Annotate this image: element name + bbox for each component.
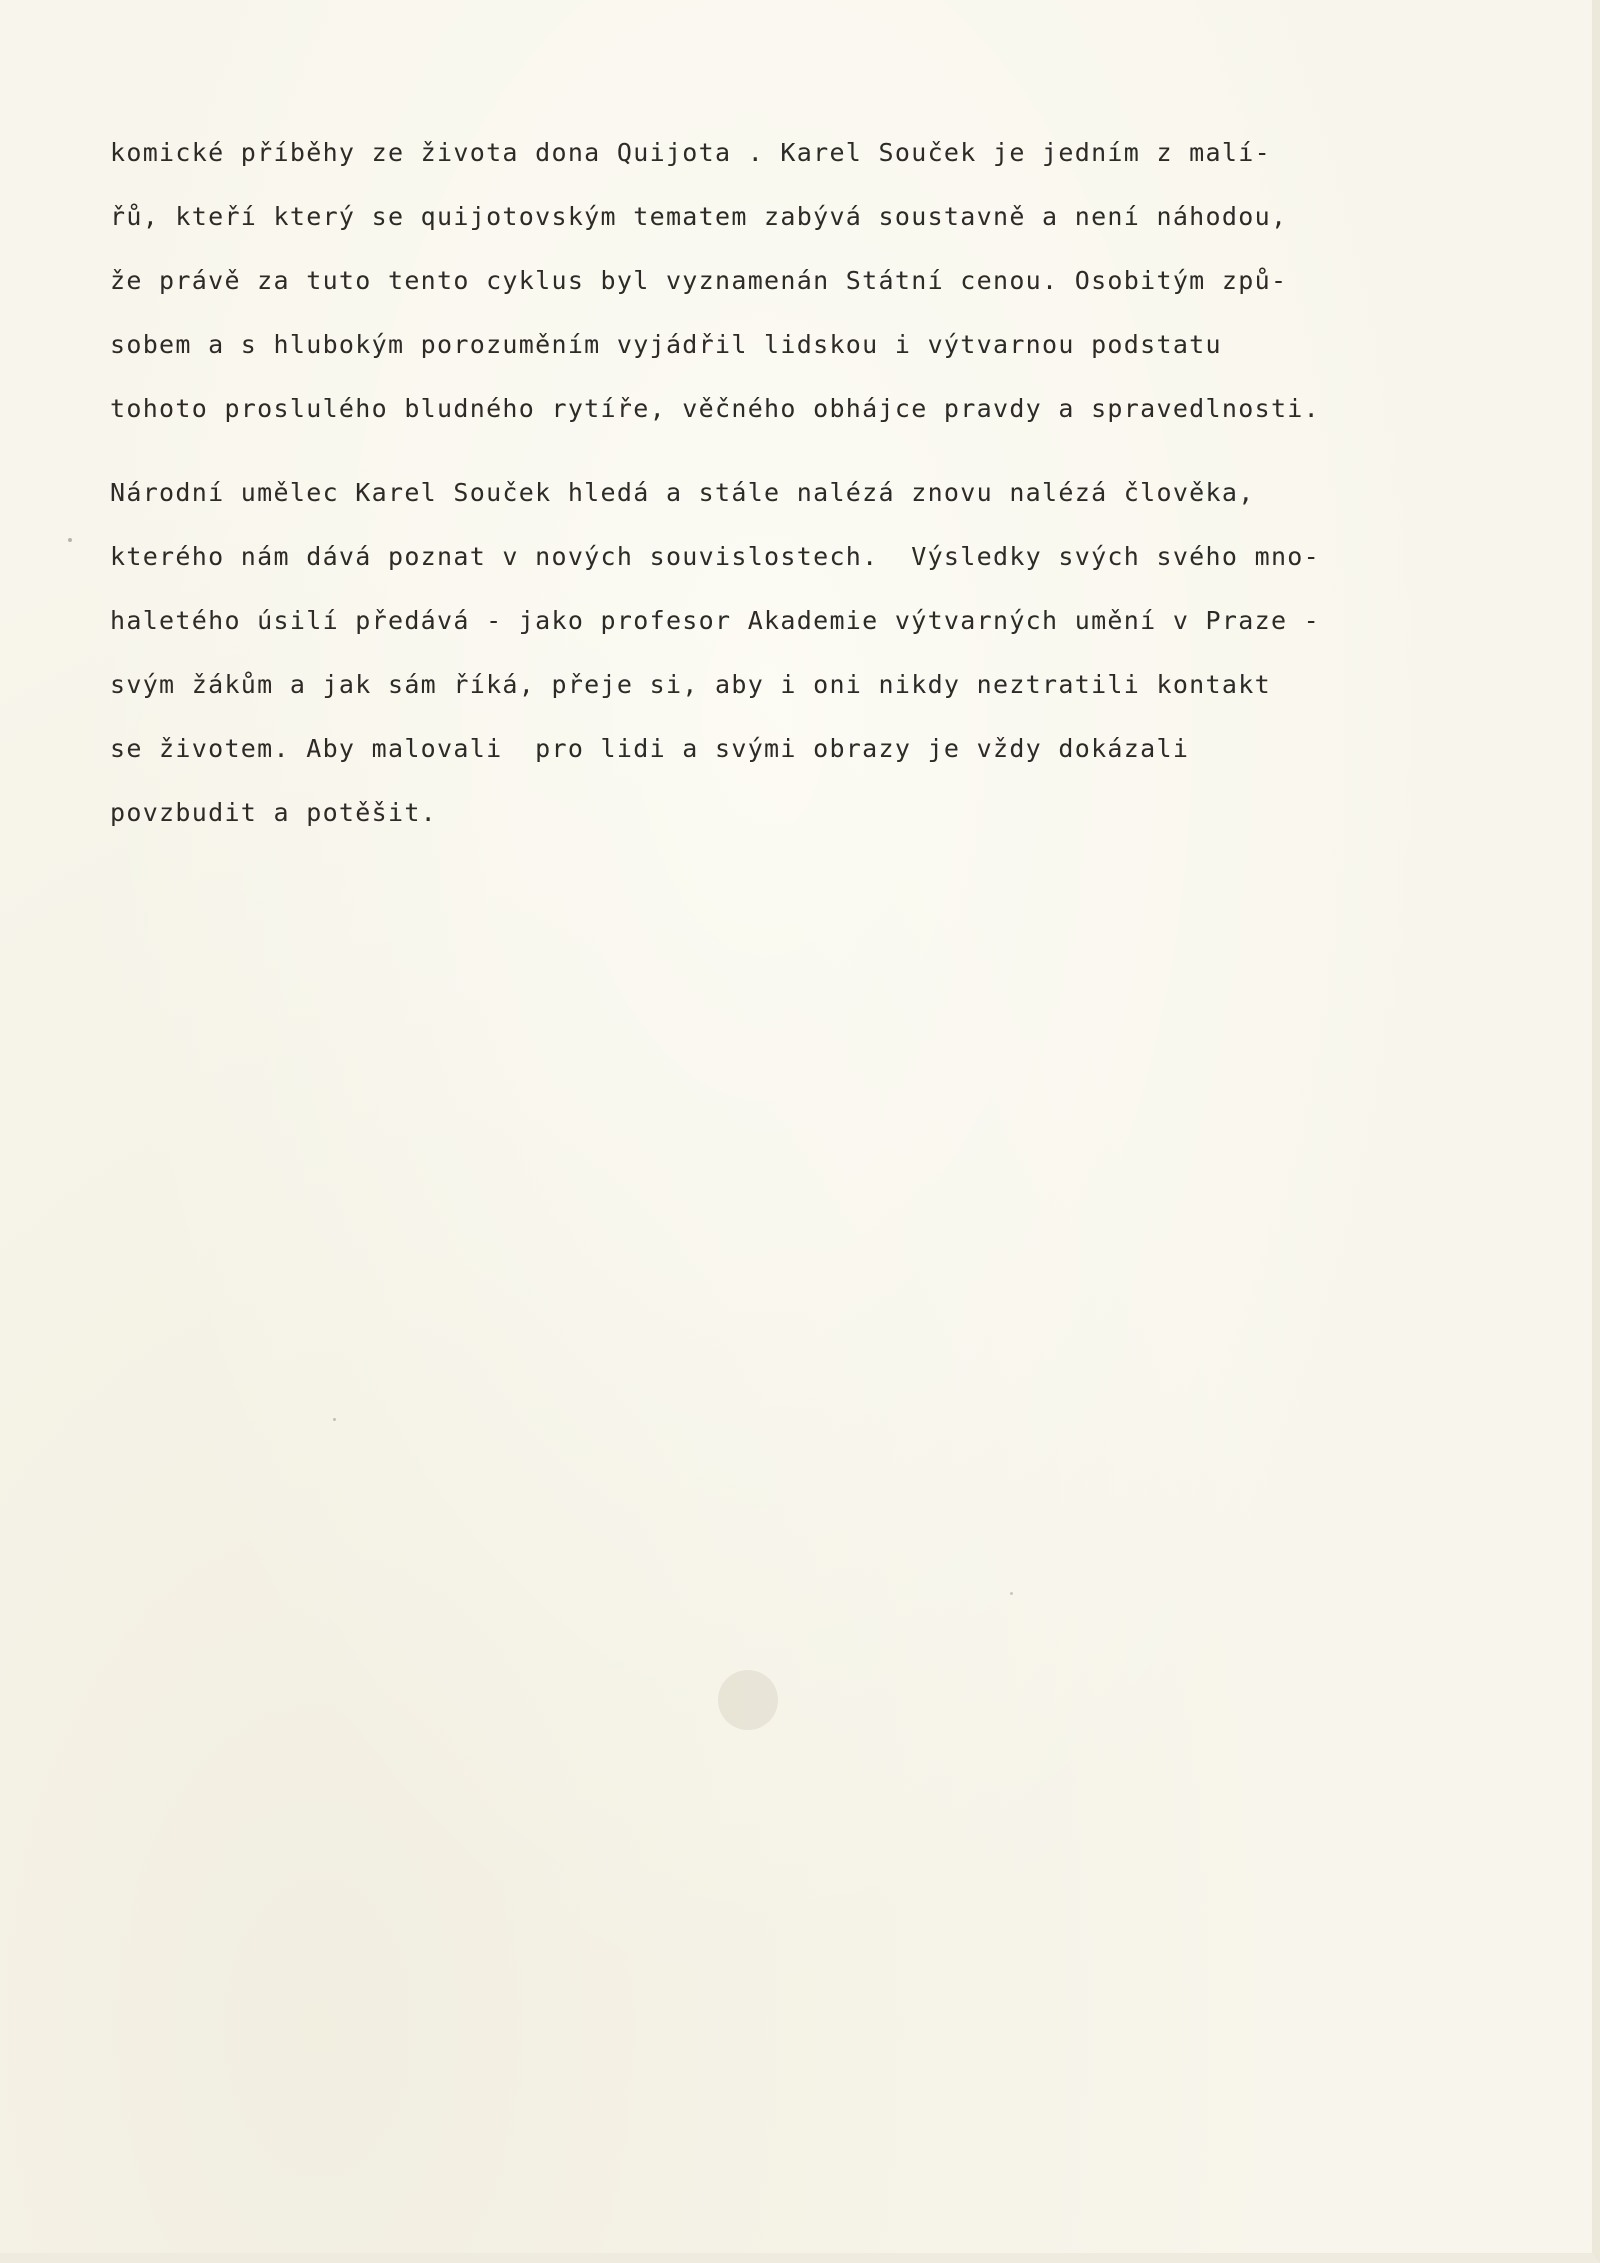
text-line: se životem. Aby malovali pro lidi a svými obrazy je vždy dokázali xyxy=(110,734,1190,763)
text-line: tohoto proslulého bludného rytíře, věčného obhájce pravdy a spravedlnosti. xyxy=(110,394,1320,423)
text-line: Národní umělec Karel Souček hledá a stále nalézá znovu nalézá člověka, xyxy=(110,478,1255,507)
text-line: že právě za tuto tento cyklus byl vyznamenán Státní cenou. Osobitým způ- xyxy=(110,266,1288,295)
text-line: kterého nám dává poznat v nových souvislostech. Výsledky svých svého mno- xyxy=(110,542,1320,571)
text-line: haletého úsilí předává - jako profesor Akademie výtvarných umění v Praze - xyxy=(110,606,1320,635)
paper-speck xyxy=(1010,1592,1013,1595)
paper-speck xyxy=(333,1418,336,1421)
text-line: komické příběhy ze života dona Quijota . Karel Souček je jedním z malí- xyxy=(110,138,1271,167)
text-line: povzbudit a potěšit. xyxy=(110,798,438,827)
paper-speck xyxy=(68,538,72,542)
text-line: řů, kteří který se quijotovským tematem zabývá soustavně a není náhodou, xyxy=(110,202,1288,231)
paper-stain xyxy=(718,1670,778,1730)
text-line: svým žákům a jak sám říká, přeje si, aby i oni nikdy neztratili kontakt xyxy=(110,670,1271,699)
text-line: sobem a s hlubokým porozuměním vyjádřil lidskou i výtvarnou podstatu xyxy=(110,330,1222,359)
